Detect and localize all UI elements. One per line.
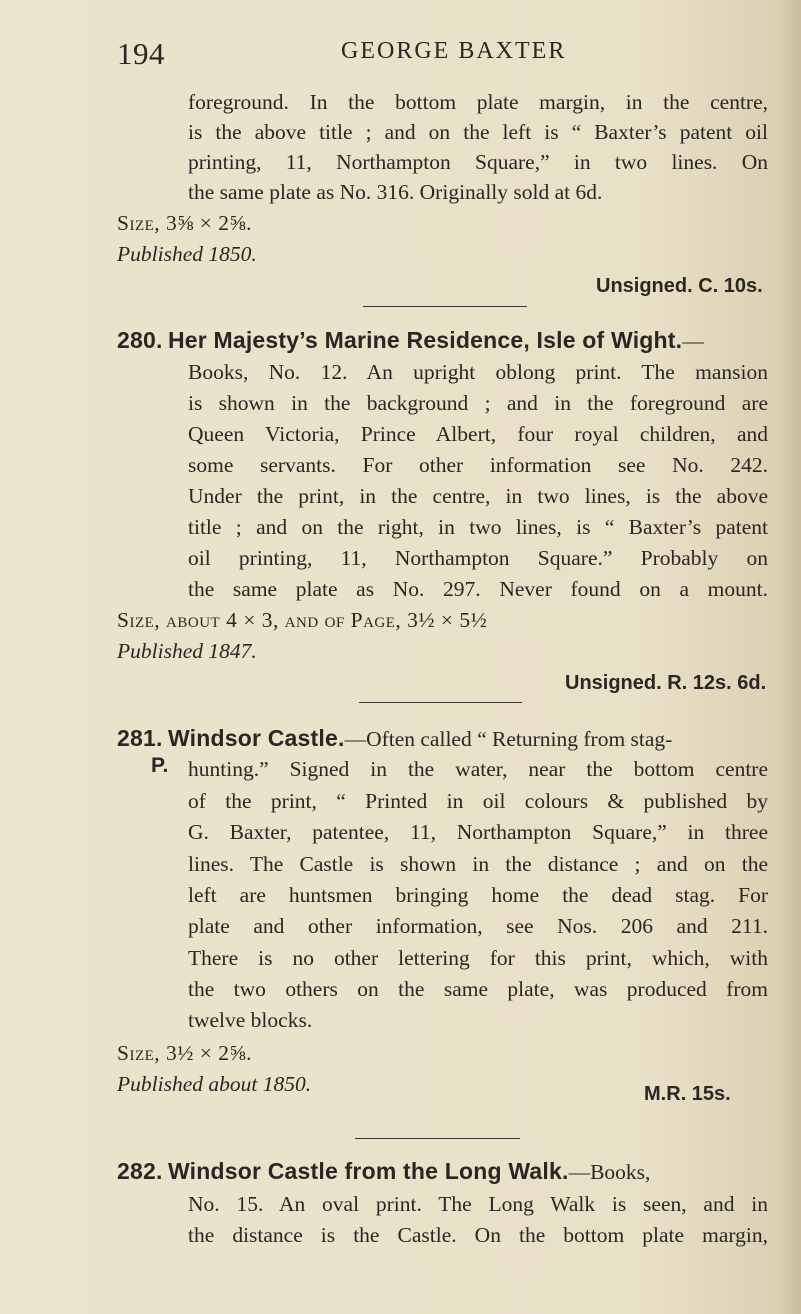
entry-line: Queen Victoria, Prince Albert, four royal children, and [188,422,768,446]
published-line: Published about 1850. [117,1072,312,1096]
price-line: M.R. 15s. [644,1083,731,1105]
entry-line: title ; and on the right, in two lines, is “ Baxter’s patent [188,515,768,539]
section-divider [355,1138,520,1139]
entry-title: Windsor Castle from the Long Walk. [167,1158,569,1184]
published-line: Published 1850. [117,242,257,266]
entry-line: No. 15. An oval print. The Long Walk is seen, and in [188,1192,768,1216]
entry-line: of the print, “ Printed in oil colours & published by [188,789,768,813]
published-line: Published 1847. [117,639,257,663]
entry-heading-rest: —Often called “ Returning from stag- [344,727,673,751]
entry-heading-rest: —Books, [568,1160,651,1184]
continuation-line: is the above title ; and on the left is “ Baxter’s patent oil [188,120,768,144]
continuation-line: foreground. In the bottom plate margin, in the centre, [188,90,768,114]
entry-number: 280. [117,327,163,353]
entry-line: plate and other information, see Nos. 206 and 211. [188,914,768,938]
entry-title: Her Majesty’s Marine Residence, Isle of Wight. [167,327,683,353]
entry-number: 282. [117,1158,163,1184]
entry-heading [117,723,672,754]
section-divider [359,702,522,703]
price-line: Unsigned. C. 10s. [596,275,763,297]
entry-marker: P. [151,754,169,777]
entry-line: G. Baxter, patentee, 11, Northampton Square,” in three [188,820,768,844]
running-title: GEORGE BAXTER [341,38,567,64]
continuation-line: the same plate as No. 316. Originally sold at 6d. [188,180,603,204]
page-number: 194 [117,36,165,71]
entry-line: Under the print, in the centre, in two lines, is the above [188,484,768,508]
entry-line: the same plate as No. 297. Never found on a mount. [188,577,768,601]
entry-heading [117,1156,650,1187]
size-line: Size, about 4 × 3, and of Page, 3½ × 5½ [117,608,488,632]
entry-line: is shown in the background ; and in the foreground are [188,391,768,415]
entry-line: lines. The Castle is shown in the distance ; and on the [188,852,768,876]
entry-line: oil printing, 11, Northampton Square.” Probably on [188,546,768,570]
entry-line: left are huntsmen bringing home the dead stag. For [188,883,768,907]
section-divider [363,306,527,307]
entry-line: twelve blocks. [188,1008,313,1032]
entry-line: the two others on the same plate, was produced from [188,977,768,1001]
entry-line: the distance is the Castle. On the bottom plate margin, [188,1223,768,1247]
entry-line: Books, No. 12. An upright oblong print. The mansion [188,360,768,384]
continuation-line: printing, 11, Northampton Square,” in two lines. On [188,150,768,174]
entry-line: There is no other lettering for this print, which, with [188,946,768,970]
entry-line: some servants. For other information see No. 242. [188,453,768,477]
entry-number: 281. [117,725,163,751]
price-line: Unsigned. R. 12s. 6d. [565,672,767,694]
entry-heading-rest: — [682,329,704,353]
entry-heading [117,325,704,356]
size-line: Size, 3½ × 2⅝. [117,1041,253,1065]
entry-line: hunting.” Signed in the water, near the bottom centre [188,757,768,781]
entry-title: Windsor Castle. [167,725,345,751]
size-line: Size, 3⅝ × 2⅝. [117,211,253,235]
